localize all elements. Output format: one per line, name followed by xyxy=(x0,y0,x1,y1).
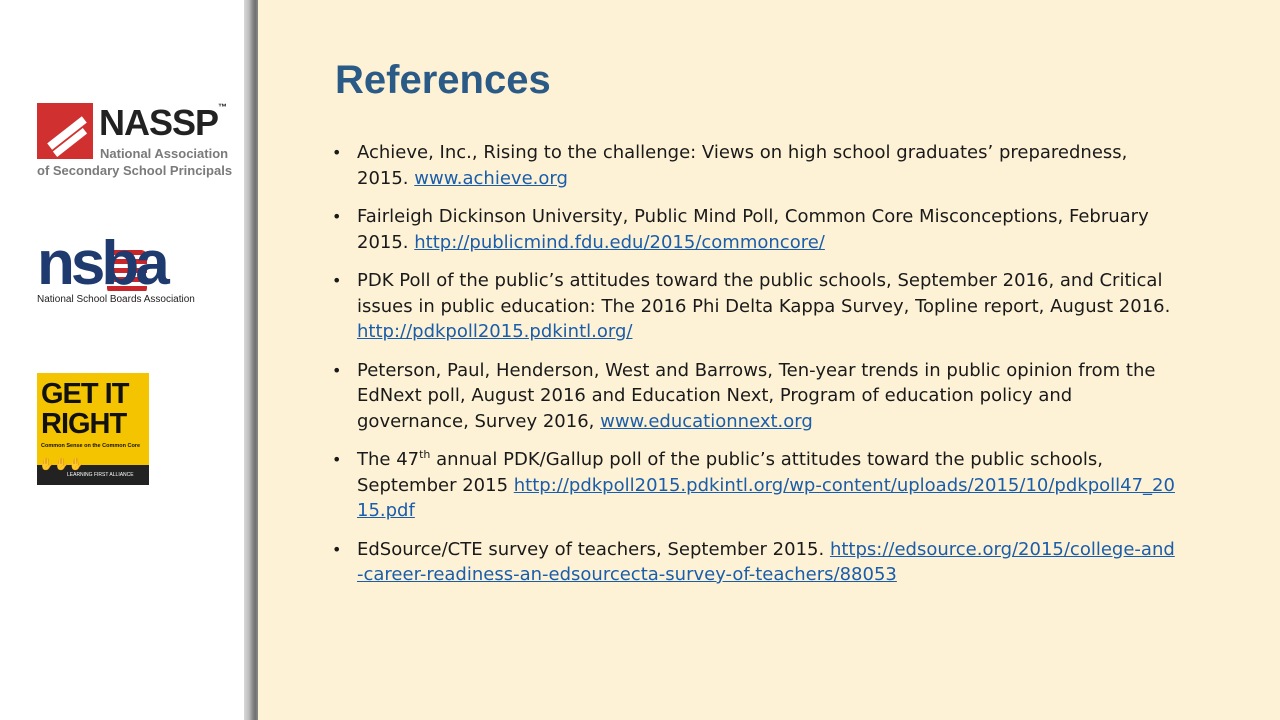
slide-content xyxy=(258,0,1280,720)
nassp-logo xyxy=(37,102,237,182)
reference-text: annual PDK/Gallup poll of the public’s attitudes toward the public schools, September 2015 xyxy=(357,449,1103,496)
reference-link[interactable]: www.educationnext.org xyxy=(600,410,813,432)
list-item xyxy=(331,268,1181,345)
get-it-right-tagline: Common Sense on the Common Core xyxy=(41,443,141,449)
bullet-icon: • xyxy=(332,539,342,559)
bullet-icon: • xyxy=(332,271,342,290)
reference-text: Achieve, Inc., Rising to the challenge: Views on high school graduates’ preparedness, 2015. xyxy=(357,142,1128,189)
reference-text: PDK Poll of the public’s attitudes toward the public schools, September 2016, and Critical issues in public education: The 2016 Phi Delta Kappa Survey, Topline report, August 2016. xyxy=(357,270,1171,317)
reference-superscript: th xyxy=(419,448,431,461)
nassp-line2: of Secondary School Principals xyxy=(37,163,233,178)
bullet-icon: • xyxy=(332,143,342,162)
nassp-trademark: ™ xyxy=(218,102,227,112)
nsba-logo xyxy=(37,229,203,310)
sidebar-divider xyxy=(244,0,258,720)
reference-text: Peterson, Paul, Henderson, West and Barrows, Ten-year trends in public opinion from the EdNext poll, August 2016 and Education Next, Program of education policy and governance, Survey 2016, xyxy=(357,359,1156,432)
nassp-mark-icon xyxy=(37,103,93,159)
logo-sidebar xyxy=(0,0,244,720)
list-item xyxy=(331,204,1181,255)
nassp-line1: National Association xyxy=(100,146,229,161)
list-item xyxy=(331,447,1181,524)
reference-link[interactable]: http://publicmind.fdu.edu/2015/commoncore/ xyxy=(414,231,825,253)
reference-text: Fairleigh Dickinson University, Public Mind Poll, Common Core Misconceptions, February 2015. xyxy=(357,206,1149,253)
list-item xyxy=(331,537,1181,588)
reference-link[interactable]: www.achieve.org xyxy=(414,167,568,189)
reference-link[interactable]: https://edsource.org/2015/college-and-career-readiness-an-edsourcecta-survey-of-teachers/88053 xyxy=(357,538,1175,585)
reference-link[interactable]: http://pdkpoll2015.pdkintl.org/wp-content/uploads/2015/10/pdkpoll47_2015.pdf xyxy=(357,474,1175,521)
get-it-right-line1: GET IT xyxy=(41,378,129,410)
bullet-icon: • xyxy=(332,360,342,380)
get-it-right-footer: LEARNING FIRST ALLIANCE xyxy=(67,472,134,478)
reference-list xyxy=(331,140,1181,601)
get-it-right-logo xyxy=(37,373,149,485)
page-title: References xyxy=(335,58,551,102)
bullet-icon: • xyxy=(332,207,342,226)
reference-link[interactable]: http://pdkpoll2015.pdkintl.org/ xyxy=(357,321,633,342)
reference-text-prefix: The 47 xyxy=(357,449,420,470)
list-item xyxy=(331,140,1181,191)
list-item xyxy=(331,358,1181,435)
reference-text: EdSource/CTE survey of teachers, September 2015. xyxy=(357,538,825,560)
nassp-name: NASSP xyxy=(99,102,219,143)
nsba-name: nsba xyxy=(37,229,166,298)
nsba-tagline: National School Boards Association xyxy=(37,294,195,305)
bullet-icon: • xyxy=(332,450,342,469)
raised-hands-icon: ✋✋✋ xyxy=(39,457,84,471)
get-it-right-line2: RIGHT xyxy=(41,408,127,440)
